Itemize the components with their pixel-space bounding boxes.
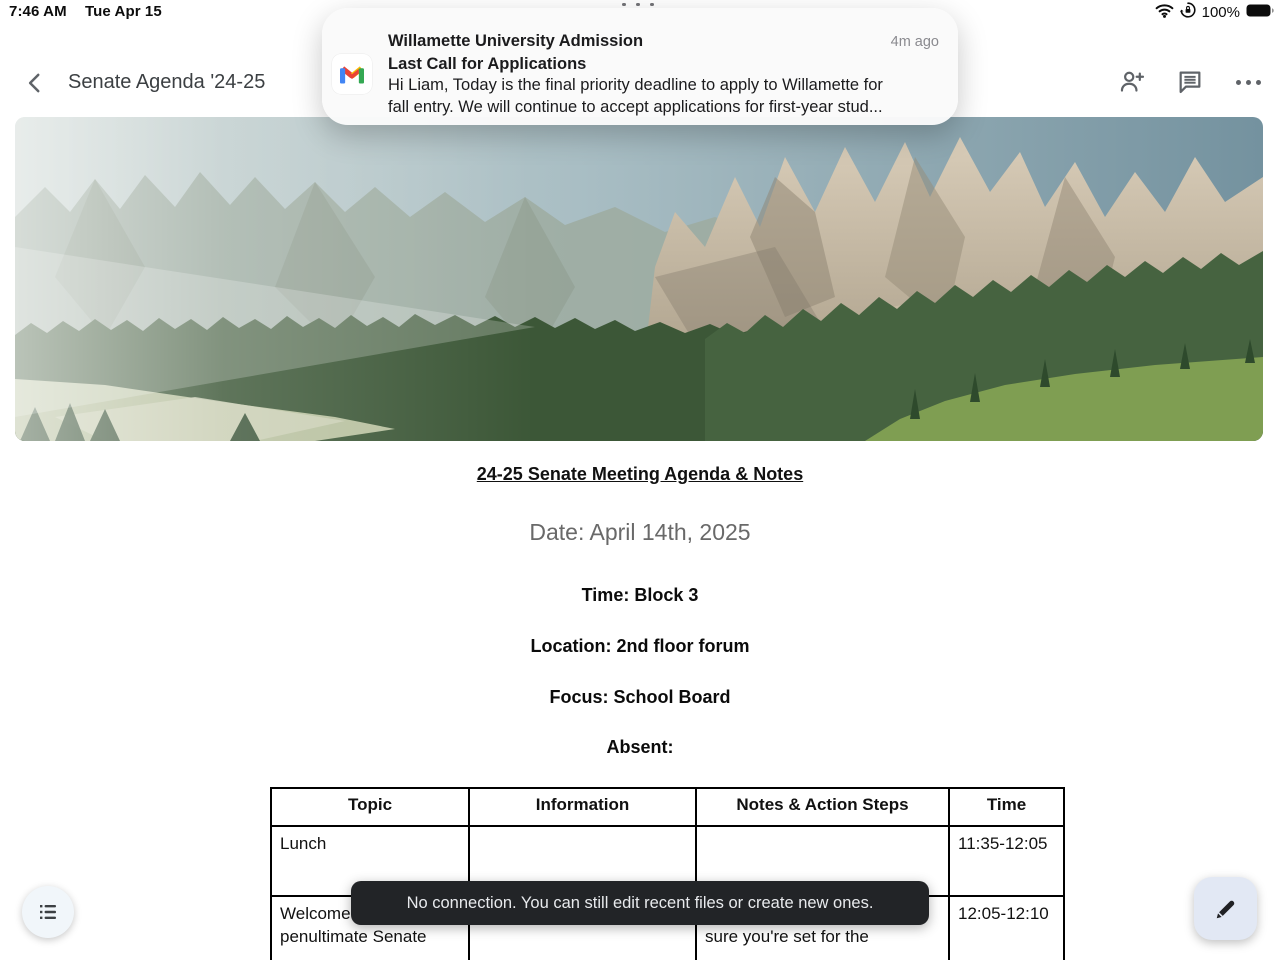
notification-timestamp: 4m ago [890, 34, 939, 50]
doc-absent-line: Absent: [606, 737, 674, 757]
doc-focus-line: Focus: School Board [549, 687, 731, 707]
status-right [1155, 2, 1274, 23]
document-title: Senate Agenda '24-25 [68, 71, 266, 93]
pencil-icon [1211, 894, 1241, 924]
cell-topic-line2: penultimate Senate [280, 927, 427, 946]
wifi-icon [1155, 3, 1174, 23]
document-outline-button[interactable] [22, 886, 74, 938]
battery-percent: 100% [1201, 4, 1240, 21]
header-notes: Notes & Action Steps [696, 788, 949, 826]
toolbar-actions [1118, 68, 1262, 96]
notification-body-line2: fall entry. We will continue to accept applications for first-year stud... [388, 97, 883, 116]
notification-subject: Last Call for Applications [388, 54, 587, 73]
mountain-landscape-graphic [15, 117, 1263, 441]
header-time: Time [949, 788, 1064, 826]
cell-notes-line2: sure you're set for the [705, 927, 869, 946]
agenda-table [270, 787, 1065, 960]
cell-topic-line1: Welcome [280, 904, 351, 923]
back-button[interactable] [22, 70, 48, 96]
notification-body-line1: Hi Liam, Today is the final priority deadline to apply to Willamette for [388, 76, 883, 94]
notification-content [388, 31, 943, 118]
rotation-lock-icon [1180, 2, 1196, 23]
cell-time: 11:35-12:05 [949, 826, 1064, 896]
doc-location-line: Location: 2nd floor forum [530, 636, 750, 656]
outline-list-icon [36, 900, 60, 924]
doc-time-line: Time: Block 3 [581, 585, 699, 605]
header-information: Information [469, 788, 696, 826]
doc-heading: 24-25 Senate Meeting Agenda & Notes [476, 464, 804, 484]
clock: 7:46 AM [9, 3, 67, 20]
overflow-menu-button[interactable] [1234, 68, 1262, 96]
status-date: Tue Apr 15 [84, 3, 162, 20]
edit-pencil-button[interactable] [1194, 877, 1257, 940]
doc-date-line: Date: April 14th, 2025 [529, 519, 751, 545]
notification-stack-dots [622, 3, 654, 6]
cell-topic: Lunch [271, 826, 469, 896]
comments-button[interactable] [1176, 68, 1204, 96]
share-person-add-button[interactable] [1118, 68, 1146, 96]
no-connection-toast: No connection. You can still edit recent files or create new ones. [351, 881, 929, 925]
notification-title: Willamette University Admission [388, 32, 644, 50]
cell-time: 12:05-12:10 [949, 896, 1064, 960]
gmail-notification-banner[interactable] [322, 8, 958, 125]
three-dots-icon [1236, 80, 1261, 85]
table-header-row [271, 788, 1064, 826]
gmail-icon [332, 54, 372, 94]
status-left [9, 3, 162, 20]
document-hero-image [15, 117, 1263, 441]
battery-icon [1246, 4, 1274, 22]
header-topic: Topic [271, 788, 469, 826]
